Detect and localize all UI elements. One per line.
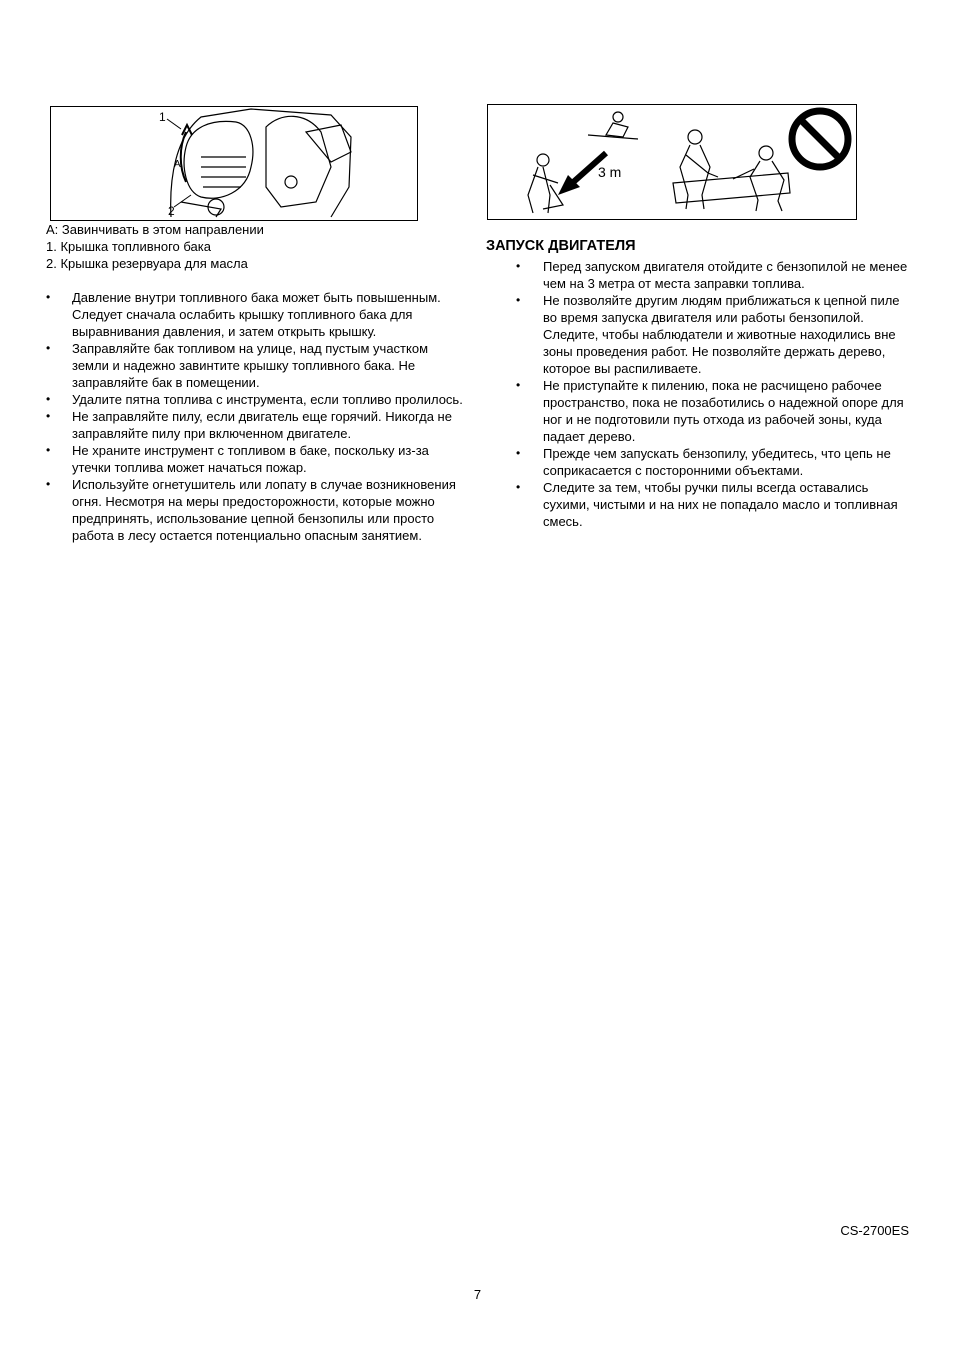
caption-line-1: 1. Крышка топливного бака (46, 239, 211, 254)
safety-illustration (488, 105, 856, 219)
list-item: • Используйте огнетушитель или лопату в случае возникновения огня. Несмотря на меры предосторожности, которые можно предпринять, использование цепной бензопилы или просто работа в лесу остается потенциально опасным занятием. (46, 476, 466, 544)
list-item: • Не заправляйте пилу, если двигатель еще горячий. Никогда не заправляйте пилу при включенном двигателе. (46, 408, 466, 442)
list-item: • Удалите пятна топлива с инструмента, если топливо пролилось. (46, 391, 466, 408)
caption-line-2: 2. Крышка резервуара для масла (46, 256, 248, 271)
figure-caption (46, 221, 446, 272)
list-item: • Следите за тем, чтобы ручки пилы всегда оставались сухими, чистыми и на них не попадало масло и топливная смесь. (516, 479, 911, 530)
model-number: CS-2700ES (840, 1223, 909, 1238)
safe-distance-figure (487, 104, 857, 220)
list-item: • Заправляйте бак топливом на улице, над пустым участком земли и надежно завинтите крышку топливного бака. Не заправляйте бак в помещении. (46, 340, 466, 391)
list-item: • Давление внутри топливного бака может быть повышенным. Следует сначала ослабить крышку топливного бака для выравнивания давления, и затем открыть крышку. (46, 289, 466, 340)
label-1: 1 (159, 110, 166, 124)
list-item: • Не приступайте к пилению, пока не расчищено рабочее пространство, пока не позаботились о надежной опоре для ног и не подготовили путь отхода из рабочей зоны, куда падает дерево. (516, 377, 911, 445)
page-number: 7 (473, 1287, 482, 1302)
section-title: ЗАПУСК ДВИГАТЕЛЯ (486, 238, 636, 254)
prohibition-icon (792, 111, 848, 167)
distance-label: 3 m (598, 164, 622, 180)
list-item: • Не позволяйте другим людям приближаться к цепной пиле во время запуска двигателя или работы бензопилой. Следите, чтобы наблюдатели и животные находились вне зоны проведения работ. Не позволяйте держать дерево, которое вы распиливаете. (516, 292, 911, 377)
fuel-cap-figure (50, 106, 418, 221)
caption-line-a: A: Завинчивать в этом направлении (46, 222, 264, 237)
chainsaw-illustration (51, 107, 417, 220)
refueling-safety-list (46, 289, 466, 544)
label-a: A (174, 159, 181, 170)
list-item: • Перед запуском двигателя отойдите с бензопилой не менее чем на 3 метра от места заправки топлива. (516, 258, 911, 292)
list-item: • Прежде чем запускать бензопилу, убедитесь, что цепь не соприкасается с посторонними объектами. (516, 445, 911, 479)
engine-start-list (516, 258, 911, 530)
label-2: 2 (168, 204, 175, 218)
list-item: • Не храните инструмент с топливом в баке, поскольку из-за утечки топлива может начаться пожар. (46, 442, 466, 476)
